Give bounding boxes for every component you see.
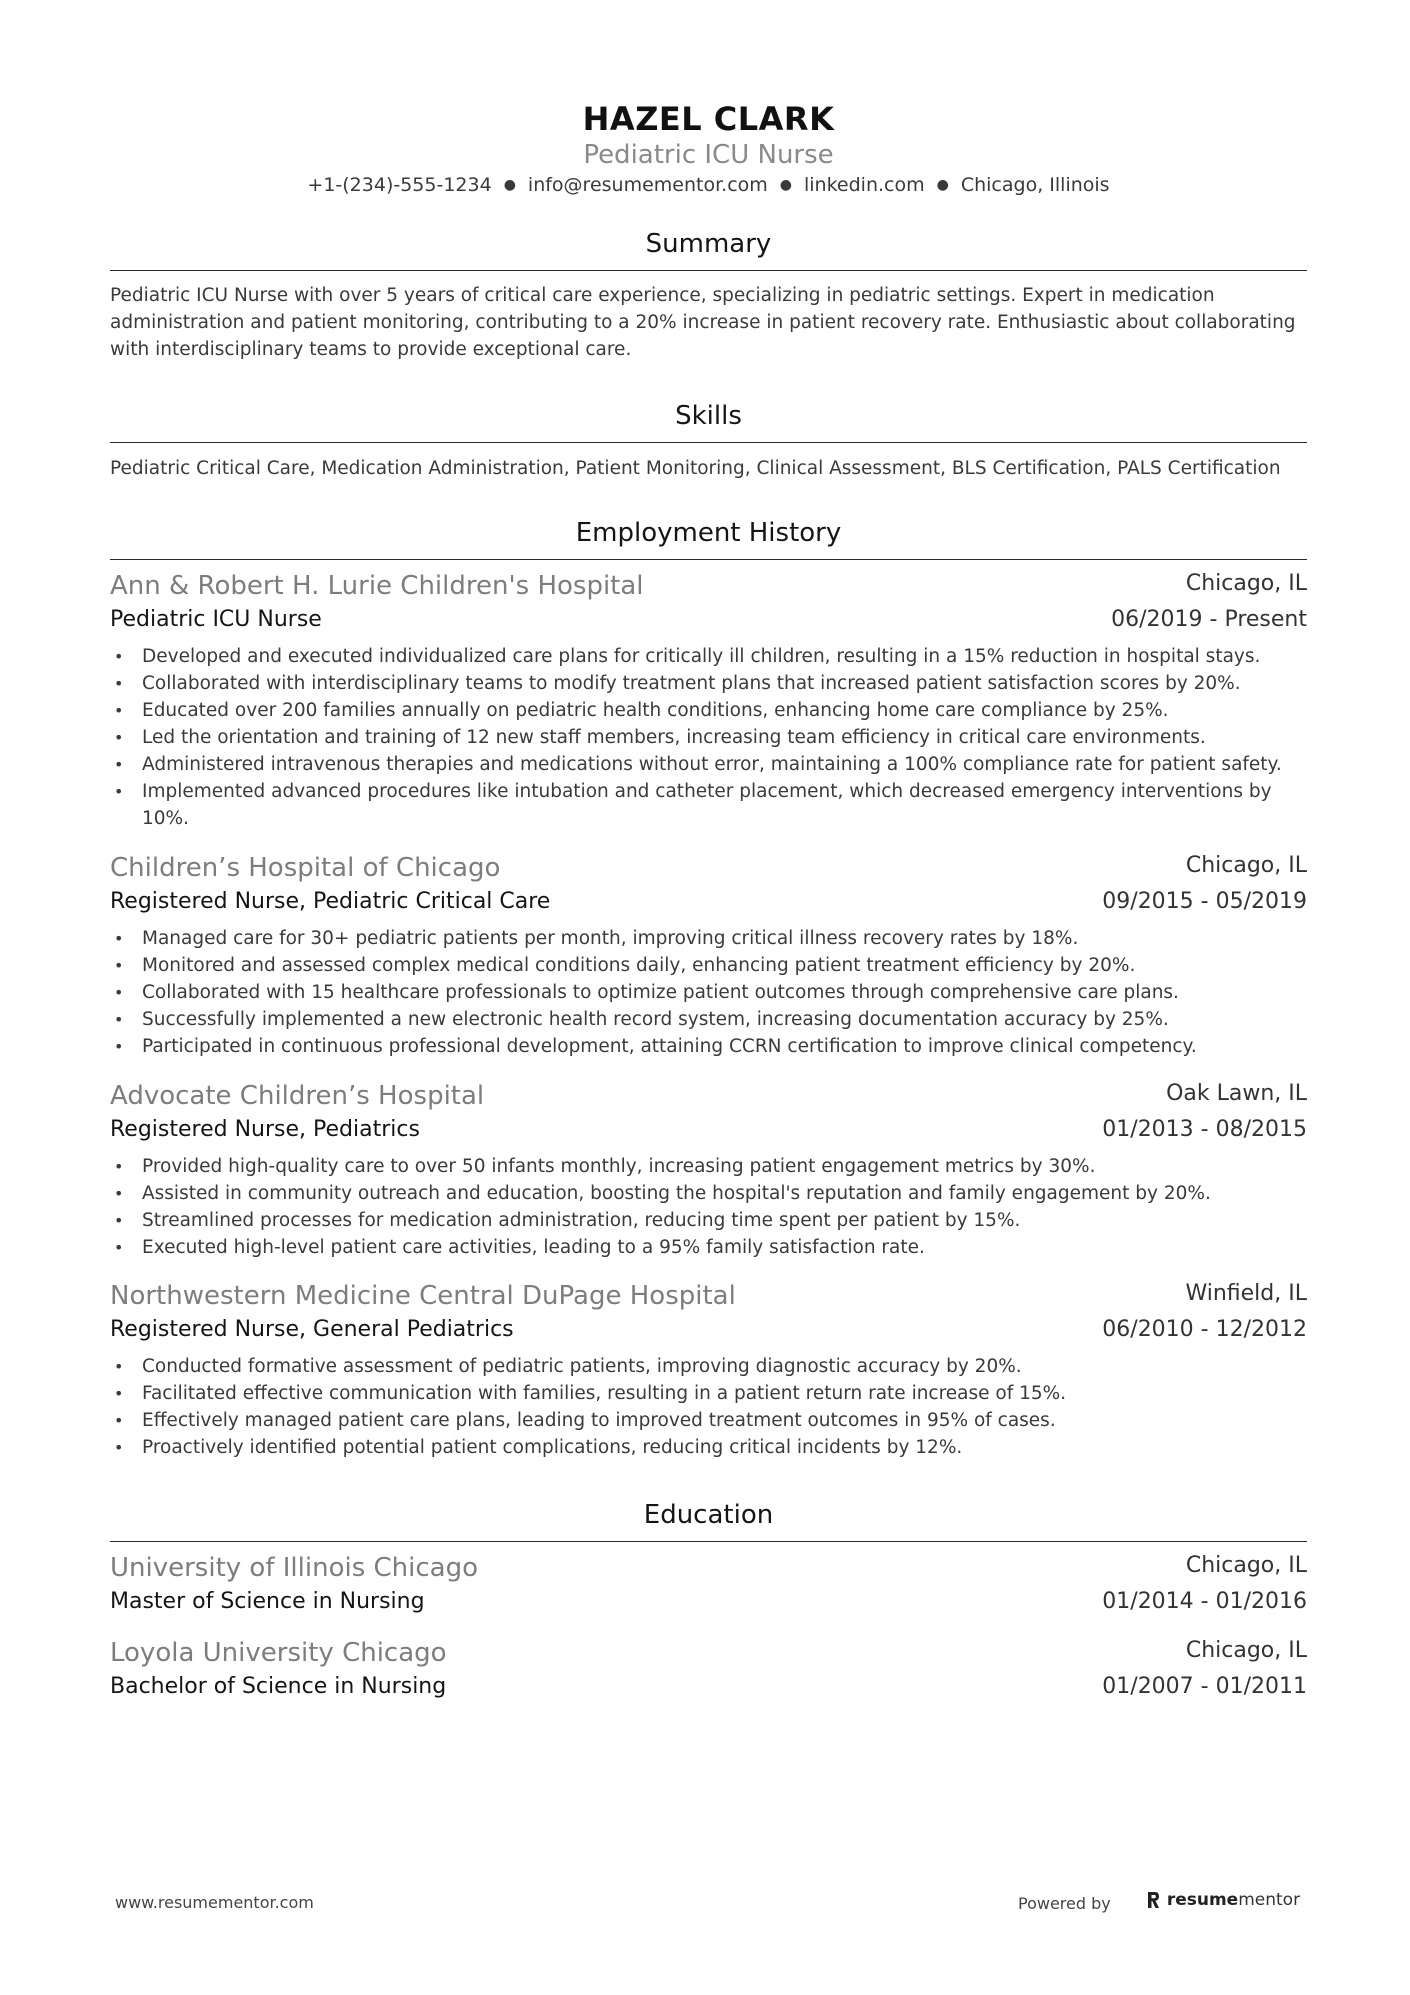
- section-divider: [110, 270, 1307, 271]
- contact-email: info@resumementor.com: [527, 174, 768, 196]
- list-item: • Successfully implemented a new electronic health record system, increasing documentation accuracy by 25%.: [110, 1006, 1307, 1033]
- employer-name: Advocate Children’s Hospital: [110, 1081, 485, 1111]
- list-item: • Implemented advanced procedures like intubation and catheter placement, which decreased emergency interventions by 10%.: [110, 778, 1307, 832]
- candidate-title: Pediatric ICU Nurse: [583, 140, 834, 170]
- school-name: University of Illinois Chicago: [110, 1553, 478, 1583]
- summary-line: administration and patient monitoring, contributing to a 20% increase in patient recovery rate. Enthusiastic about collaborating: [110, 312, 1296, 333]
- degree: Master of Science in Nursing: [110, 1589, 425, 1614]
- list-item: • Developed and executed individualized care plans for critically ill children, resulting in a 15% reduction in hospital stays.: [110, 643, 1307, 670]
- education-dates: 01/2007 - 01/2011: [1102, 1674, 1307, 1699]
- job-role: Registered Nurse, Pediatric Critical Care: [110, 889, 551, 914]
- contact-linkedin: linkedin.com: [804, 174, 925, 196]
- skills-heading: Skills: [675, 401, 742, 431]
- job-role: Registered Nurse, General Pediatrics: [110, 1317, 514, 1342]
- job-bullets: [110, 1353, 1307, 1461]
- list-item: • Educated over 200 families annually on pediatric health conditions, enhancing home care compliance by 25%.: [110, 697, 1307, 724]
- job-bullets: [110, 643, 1307, 832]
- footer-powered-by: [1018, 1890, 1300, 1913]
- job-location: Oak Lawn, IL: [1166, 1081, 1307, 1106]
- education-heading: Education: [643, 1500, 774, 1530]
- list-item: • Collaborated with 15 healthcare professionals to optimize patient outcomes through comprehensive care plans.: [110, 979, 1307, 1006]
- list-item: • Managed care for 30+ pediatric patients per month, improving critical illness recovery rates by 18%.: [110, 925, 1307, 952]
- brand-name-strong: resume: [1166, 1890, 1239, 1910]
- list-item: • Administered intravenous therapies and medications without error, maintaining a 100% compliance rate for patient safety.: [110, 751, 1307, 778]
- list-item: • Collaborated with interdisciplinary teams to modify treatment plans that increased patient satisfaction scores by 20%.: [110, 670, 1307, 697]
- job-role: Pediatric ICU Nurse: [110, 607, 322, 632]
- contact-location: Chicago, Illinois: [960, 174, 1110, 196]
- list-item: • Streamlined processes for medication administration, reducing time spent per patient by 15%.: [110, 1207, 1307, 1234]
- contact-phone: +1-(234)-555-1234: [307, 174, 492, 196]
- resumementor-logo-icon: [1146, 1891, 1161, 1909]
- section-divider: [110, 442, 1307, 443]
- brand-logo[interactable]: [1146, 1890, 1300, 1910]
- section-divider: [110, 559, 1307, 560]
- employer-name: Children’s Hospital of Chicago: [110, 853, 501, 883]
- list-item: • Conducted formative assessment of pediatric patients, improving diagnostic accuracy by 20%.: [110, 1353, 1307, 1380]
- bullet-separator: ●: [503, 177, 516, 193]
- bullet-separator: ●: [936, 177, 949, 193]
- job-location: Chicago, IL: [1185, 571, 1307, 596]
- employer-name: Northwestern Medicine Central DuPage Hospital: [110, 1281, 736, 1311]
- list-item: • Effectively managed patient care plans, leading to improved treatment outcomes in 95% of cases.: [110, 1407, 1307, 1434]
- list-item: • Monitored and assessed complex medical conditions daily, enhancing patient treatment efficiency by 20%.: [110, 952, 1307, 979]
- skills-text: Pediatric Critical Care, Medication Administration, Patient Monitoring, Clinical Assessment, BLS Certification, PALS Certification: [110, 458, 1281, 479]
- summary-line: with interdisciplinary teams to provide exceptional care.: [110, 339, 632, 360]
- footer-website-link[interactable]: www.resumementor.com: [115, 1893, 314, 1912]
- job-dates: 06/2019 - Present: [1111, 607, 1307, 632]
- school-name: Loyola University Chicago: [110, 1638, 447, 1668]
- candidate-name: HAZEL CLARK: [582, 100, 835, 138]
- contact-line: [110, 174, 1307, 196]
- job-location: Winfield, IL: [1185, 1281, 1307, 1306]
- job-bullets: [110, 1153, 1307, 1261]
- job-role: Registered Nurse, Pediatrics: [110, 1117, 420, 1142]
- list-item: • Assisted in community outreach and education, boosting the hospital's reputation and family engagement by 20%.: [110, 1180, 1307, 1207]
- brand-name-light: mentor: [1238, 1890, 1301, 1910]
- job-bullets: [110, 925, 1307, 1060]
- job-dates: 01/2013 - 08/2015: [1102, 1117, 1307, 1142]
- employment-heading: Employment History: [575, 518, 842, 548]
- job-dates: 09/2015 - 05/2019: [1102, 889, 1307, 914]
- list-item: • Provided high-quality care to over 50 infants monthly, increasing patient engagement metrics by 30%.: [110, 1153, 1307, 1180]
- school-location: Chicago, IL: [1185, 1553, 1307, 1578]
- school-location: Chicago, IL: [1185, 1638, 1307, 1663]
- section-divider: [110, 1541, 1307, 1542]
- list-item: • Executed high-level patient care activities, leading to a 95% family satisfaction rate.: [110, 1234, 1307, 1261]
- powered-by-label: Powered by: [1018, 1894, 1111, 1913]
- job-dates: 06/2010 - 12/2012: [1102, 1317, 1307, 1342]
- education-dates: 01/2014 - 01/2016: [1102, 1589, 1307, 1614]
- employer-name: Ann & Robert H. Lurie Children's Hospital: [110, 571, 644, 601]
- summary-text: [110, 282, 1307, 363]
- list-item: • Led the orientation and training of 12 new staff members, increasing team efficiency in critical care environments.: [110, 724, 1307, 751]
- list-item: • Facilitated effective communication with families, resulting in a patient return rate increase of 15%.: [110, 1380, 1307, 1407]
- summary-line: Pediatric ICU Nurse with over 5 years of critical care experience, specializing in pediatric settings. Expert in medication: [110, 285, 1215, 306]
- bullet-separator: ●: [779, 177, 792, 193]
- summary-heading: Summary: [645, 229, 772, 259]
- list-item: • Proactively identified potential patient complications, reducing critical incidents by 12%.: [110, 1434, 1307, 1461]
- job-location: Chicago, IL: [1185, 853, 1307, 878]
- degree: Bachelor of Science in Nursing: [110, 1674, 447, 1699]
- list-item: • Participated in continuous professional development, attaining CCRN certification to improve clinical competency.: [110, 1033, 1307, 1060]
